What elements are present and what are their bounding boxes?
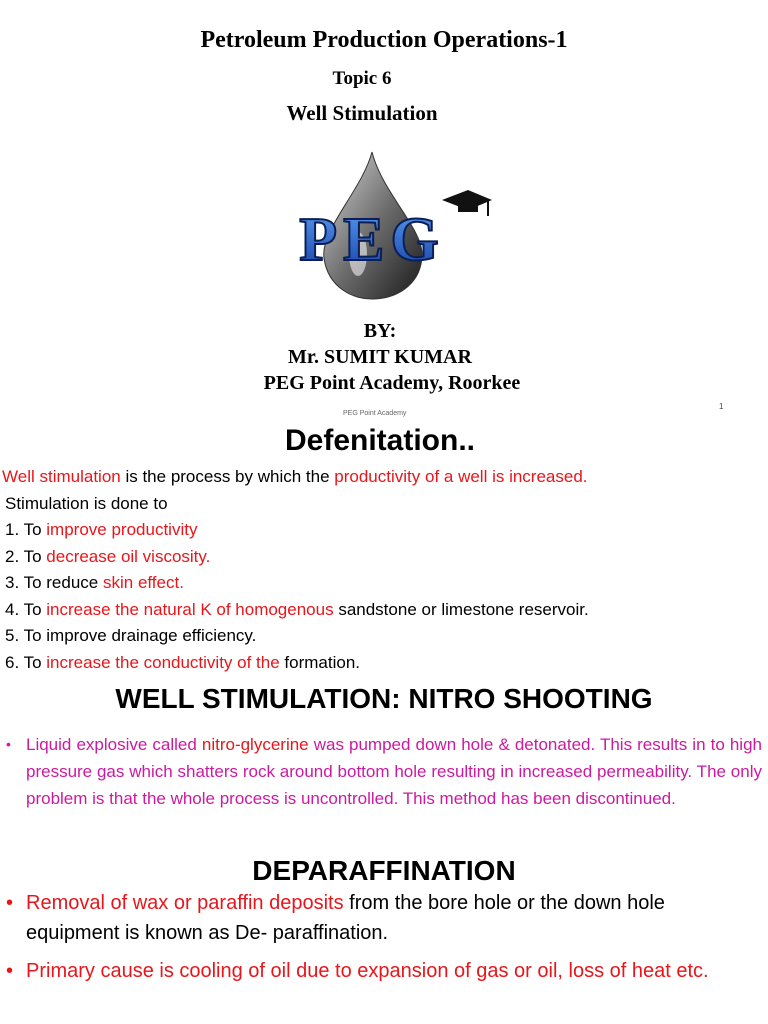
- purpose-item: 4. To increase the natural K of homogenous sandstone or limestone reservoir.: [5, 599, 589, 619]
- bullet-icon: •: [6, 736, 11, 752]
- peg-logo: [262, 150, 492, 300]
- definition-line-1: [2, 464, 765, 491]
- definition-body: [2, 464, 765, 676]
- purpose-item: 2. To decrease oil viscosity.: [5, 546, 211, 566]
- author-name: Mr. SUMIT KUMAR: [288, 346, 472, 368]
- definition-line-2: Stimulation is done to: [5, 493, 168, 513]
- term-well-stimulation: Well stimulation: [2, 467, 121, 486]
- purpose-item: 5. To improve drainage efficiency.: [5, 626, 257, 645]
- topic-label: Topic 6: [332, 68, 392, 89]
- deparaffination-heading: DEPARAFFINATION: [252, 855, 516, 886]
- definition-period: .: [582, 467, 588, 486]
- list-item: • Removal of wax or paraffin deposits from the bore hole or the down hole equipment is known as De- paraffination.: [6, 888, 756, 948]
- graduation-cap-icon: [442, 190, 492, 216]
- bullet-icon: •: [6, 960, 14, 982]
- title-slide: [0, 0, 768, 424]
- slide-subtitle: Well Stimulation: [286, 101, 438, 125]
- bullet-icon: •: [6, 892, 14, 914]
- by-label: BY:: [363, 320, 397, 342]
- nitro-heading: WELL STIMULATION: NITRO SHOOTING: [115, 683, 653, 714]
- definition-highlight: productivity of a well is increased: [334, 467, 583, 486]
- purpose-item: 3. To reduce skin effect.: [5, 573, 184, 592]
- purpose-item: 6. To increase the conductivity of the formation.: [5, 652, 361, 672]
- definition-text: is the process by which the: [120, 467, 335, 486]
- slide-footer: PEG Point Academy: [343, 410, 407, 417]
- institution-name: PEG Point Academy, Roorkee: [263, 372, 521, 394]
- page-number: 1: [719, 402, 724, 411]
- nitro-bullet-item: [6, 731, 762, 812]
- deparaffination-list: [6, 888, 756, 994]
- list-item: • Primary cause is cooling of oil due to expansion of gas or oil, loss of heat etc.: [6, 956, 756, 986]
- purpose-item: 1. To improve productivity: [5, 520, 198, 539]
- nitro-text: Liquid explosive called nitro-glycerine was pumped down hole & detonated. This results in to high pressure gas which shatters rock around bottom hole resulting in increased permeability. The only problem is that the whole process is uncontrolled. This method has been discontinued.: [26, 735, 762, 808]
- author-block: [0, 318, 760, 396]
- definition-heading: Defenitation..: [284, 424, 475, 457]
- logo-letters: PEG: [299, 206, 445, 274]
- slide-title: Petroleum Production Operations-1: [200, 27, 568, 53]
